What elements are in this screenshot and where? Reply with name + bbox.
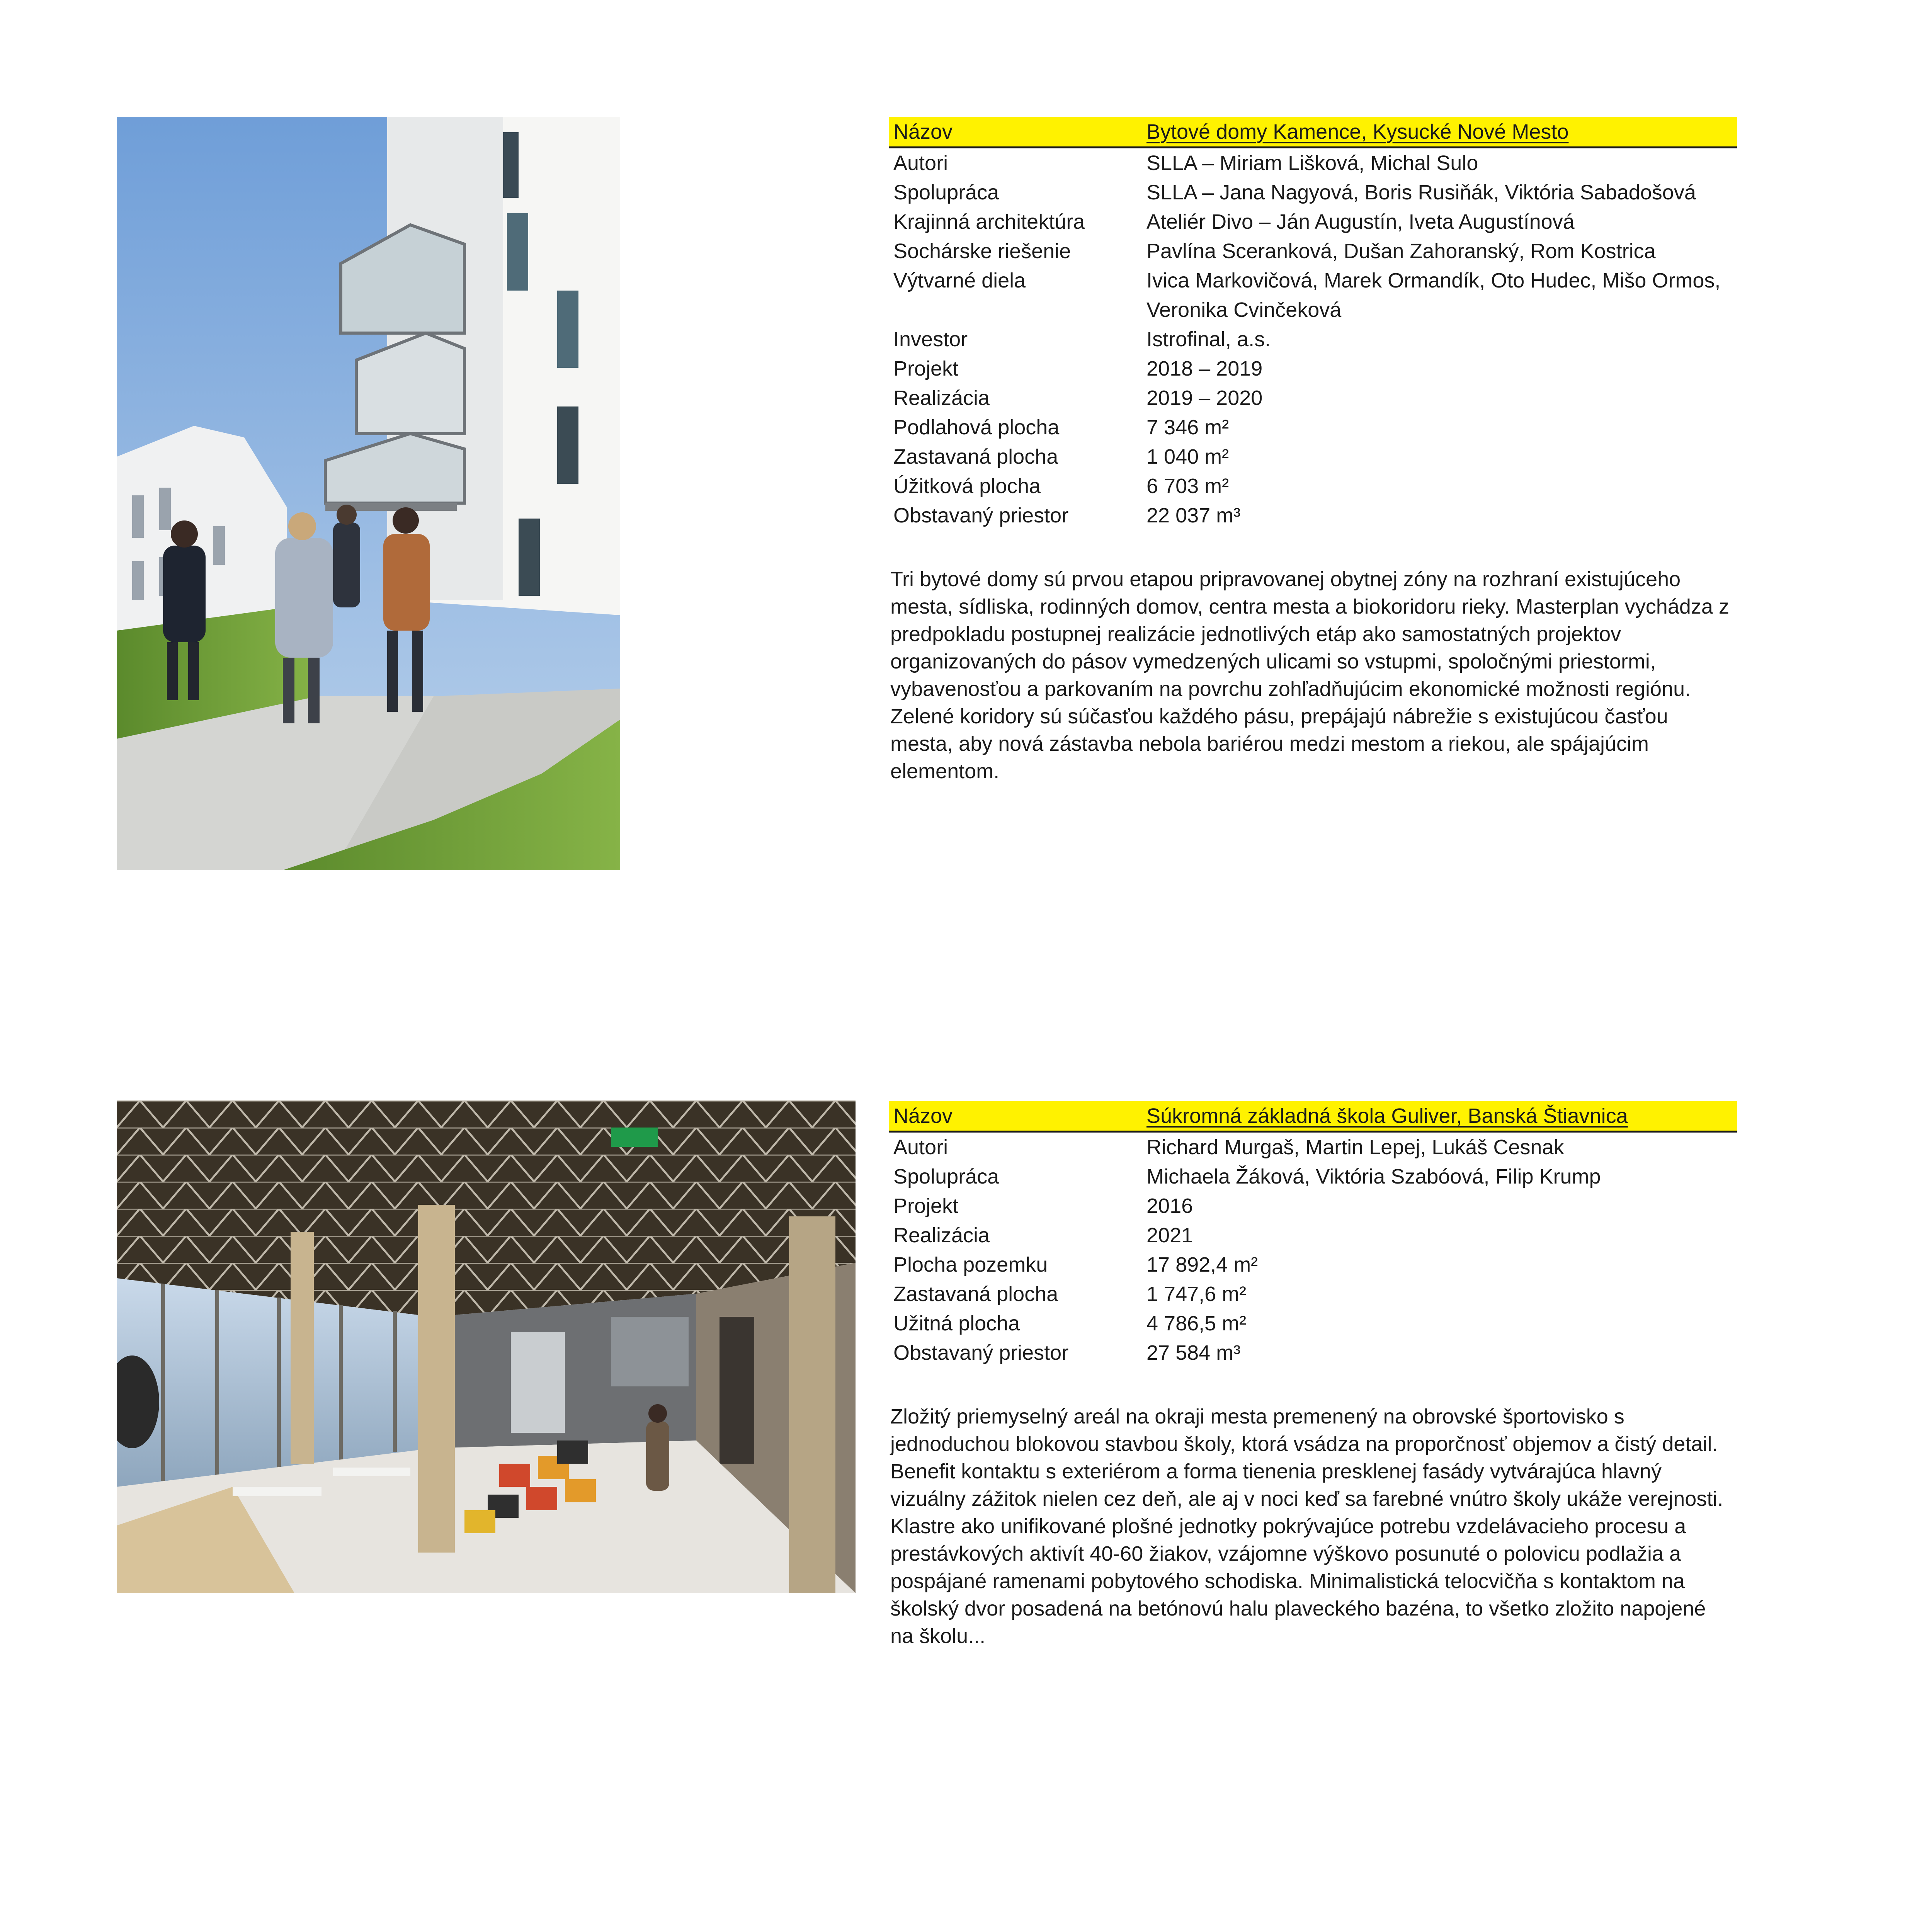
spec-row [889, 266, 1737, 325]
spec-label: Obstavaný priestor [893, 1341, 1069, 1364]
spec-value: 7 346 m² [1146, 416, 1229, 439]
spec-label: Podlahová plocha [893, 416, 1060, 439]
spec-row [889, 1338, 1737, 1367]
spec-label: Autori [893, 151, 948, 175]
project-info-guliver [889, 1101, 1737, 1650]
spec-table [889, 1101, 1737, 1367]
spec-label: Zastavaná plocha [893, 1282, 1058, 1306]
spec-row [889, 1221, 1737, 1250]
spec-label: Investor [893, 328, 968, 351]
spec-row [889, 442, 1737, 471]
project-info-kamence [889, 117, 1737, 785]
spec-row [889, 207, 1737, 236]
residential-buildings-photo [117, 117, 620, 870]
spec-value: 22 037 m³ [1146, 504, 1241, 527]
spec-label: Sochárske riešenie [893, 240, 1071, 263]
project-description: Zložitý priemyselný areál na okraji mesta premenený na obrovské športovisko s jednoduchou blokovou stavbou školy, ktorá vsádza na proporčnosť objemov a čistý detail. Benefit kontaktu s exteriérom a forma tienenia presklenej fasády vytvárajúca hlavný vizuálny zážitok nielen cez deň, ale aj v noci keď sa farebné vnútro školy ukáže verejnosti. Klastre ako unifikované plošné jednotky pokrývajúce potrebu vzdelávacieho procesu a prestávkových aktivít 40-60 žiakov, vzájomne výškovo posunuté o polovicu podlažia a pospájané ramenami pobytového schodiska. Minimalistická telocvičňa s kontaktom na školský dvor posadená na betónovú halu plaveckého bazéna, to všetko zložito napojené na školu... [890, 1405, 1723, 1648]
spec-value: 1 040 m² [1146, 445, 1229, 468]
spec-label: Spolupráca [893, 181, 999, 204]
spec-row [889, 1279, 1737, 1309]
spec-label: Projekt [893, 357, 959, 380]
spec-value: 4 786,5 m² [1146, 1312, 1247, 1335]
spec-value: 1 747,6 m² [1146, 1282, 1247, 1306]
spec-row [889, 1309, 1737, 1338]
spec-row [889, 325, 1737, 354]
spec-row-title [889, 1101, 1737, 1132]
spec-label: Autori [893, 1136, 948, 1159]
spec-row [889, 501, 1737, 530]
spec-label: Úžitková plocha [893, 474, 1041, 498]
spec-value: SLLA – Miriam Lišková, Michal Sulo [1146, 151, 1478, 175]
spec-value: Richard Murgaš, Martin Lepej, Lukáš Cesnak [1146, 1136, 1564, 1159]
spec-value: Ateliér Divo – Ján Augustín, Iveta Augustínová [1146, 210, 1575, 233]
spec-value: 2016 [1146, 1194, 1193, 1218]
spec-row [889, 413, 1737, 442]
spec-label: Obstavaný priestor [893, 504, 1069, 527]
spec-row [889, 471, 1737, 501]
spec-row [889, 178, 1737, 207]
spec-label: Plocha pozemku [893, 1253, 1048, 1276]
spec-table [889, 117, 1737, 530]
spec-value: Ivica Markovičová, Marek Ormandík, Oto Hudec, Mišo Ormos, Veronika Cvinčeková [1146, 269, 1721, 321]
spec-row [889, 1162, 1737, 1191]
spec-row [889, 148, 1737, 178]
spec-label: Výtvarné diela [893, 269, 1026, 292]
spec-value: SLLA – Jana Nagyová, Boris Rusiňák, Viktória Sabadošová [1146, 181, 1696, 204]
school-interior-photo [117, 1100, 856, 1593]
spec-value: Michaela Žáková, Viktória Szabóová, Filip Krump [1146, 1165, 1601, 1188]
spec-value: Pavlína Sceranková, Dušan Zahoranský, Rom Kostrica [1146, 240, 1656, 263]
spec-label: Názov [889, 1101, 1142, 1132]
spec-value: Istrofinal, a.s. [1146, 328, 1271, 351]
spec-row [889, 236, 1737, 266]
spec-value: 2018 – 2019 [1146, 357, 1263, 380]
spec-label: Krajinná architektúra [893, 210, 1085, 233]
spec-value: 6 703 m² [1146, 474, 1229, 498]
spec-label: Spolupráca [893, 1165, 999, 1188]
spec-row [889, 354, 1737, 383]
spec-value: 2021 [1146, 1224, 1193, 1247]
spec-label: Zastavaná plocha [893, 445, 1058, 468]
project-description: Tri bytové domy sú prvou etapou pripravovanej obytnej zóny na rozhraní existujúceho mesta, sídliska, rodinných domov, centra mesta a biokoridoru rieky. Masterplan vychádza z predpokladu postupnej realizácie jednotlivých etáp ako samostatných projektov organizovaných do pásov vymedzených ulicami so vstupmi, spoločnými priestormi, vybavenosťou a parkovaním na povrchu zohľadňujúcim ekonomické možnosti regiónu. Zelené koridory sú súčasťou každého pásu, prepájajú nábrežie s existujúcou časťou mesta, aby nová zástavba nebola bariérou medzi mestom a riekou, ale spájajúcim elementom. [890, 568, 1729, 783]
spec-row [889, 1250, 1737, 1279]
spec-value: 17 892,4 m² [1146, 1253, 1258, 1276]
spec-label: Užitná plocha [893, 1312, 1020, 1335]
spec-row [889, 1191, 1737, 1221]
spec-label: Projekt [893, 1194, 959, 1218]
spec-label: Realizácia [893, 386, 990, 410]
project-title: Bytové domy Kamence, Kysucké Nové Mesto [1142, 117, 1737, 148]
spec-value: 2019 – 2020 [1146, 386, 1263, 410]
spec-label: Názov [889, 117, 1142, 148]
spec-value: 27 584 m³ [1146, 1341, 1241, 1364]
spec-label: Realizácia [893, 1224, 990, 1247]
spec-row-title [889, 117, 1737, 148]
project-title: Súkromná základná škola Guliver, Banská Štiavnica [1142, 1101, 1737, 1132]
spec-row [889, 1132, 1737, 1162]
spec-row [889, 383, 1737, 413]
